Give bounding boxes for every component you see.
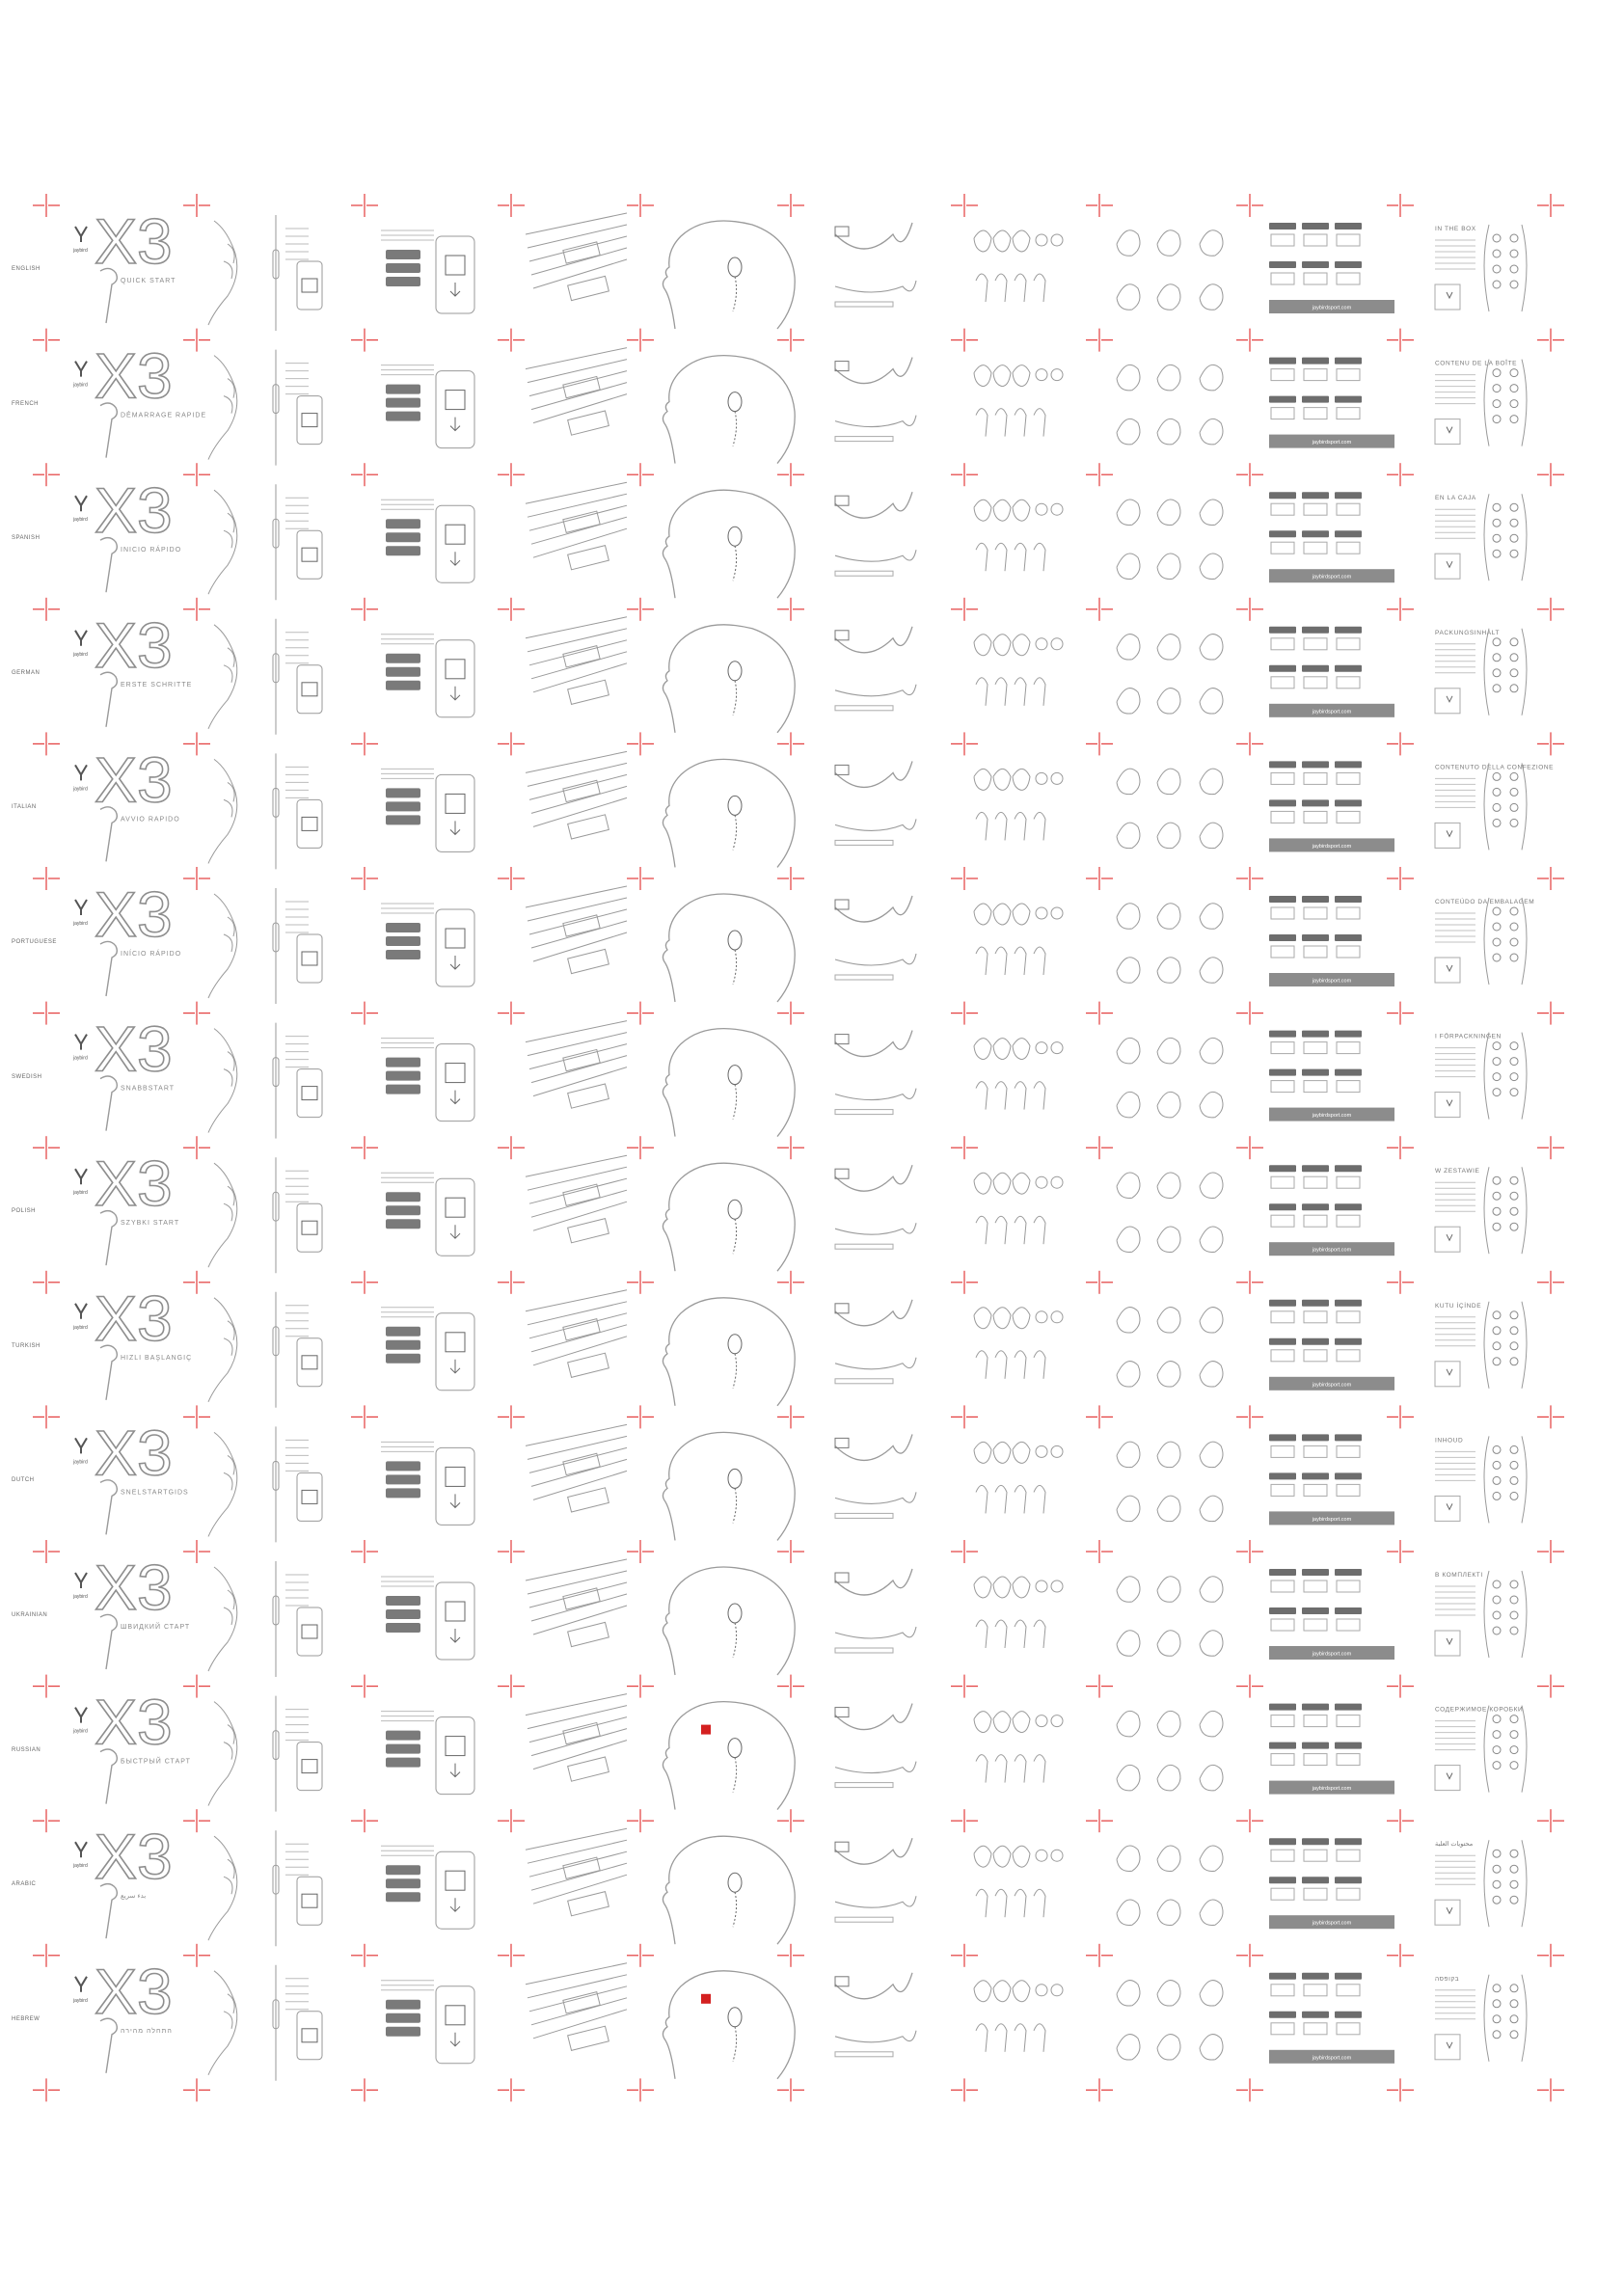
quick-start-title: SNELSTARTGIDS	[121, 1489, 189, 1497]
ear-fit-icon	[835, 761, 916, 845]
app-store-panel	[381, 1442, 474, 1525]
brand-text: jaybird	[73, 1055, 88, 1062]
row-language-label: POLISH	[12, 1208, 37, 1215]
hand-remote-icon	[208, 215, 309, 331]
head-profile-icon	[663, 1702, 795, 1810]
app-store-panel	[381, 1308, 474, 1391]
jaybird-logo-icon	[75, 1977, 87, 1992]
phone-app-icon	[297, 934, 322, 983]
ear-fit-icon	[835, 1300, 916, 1384]
app-store-panel	[381, 500, 474, 582]
brand-text: jaybird	[73, 1190, 88, 1197]
website-text: jaybirdsport.com	[1312, 709, 1352, 716]
phone-app-icon	[297, 396, 322, 445]
quick-start-title: БЫСТРЫЙ СТАРТ	[121, 1758, 191, 1766]
highlight-marker	[701, 1725, 711, 1735]
row-panels	[72, 1417, 1527, 1542]
in-the-box-heading: PACKUNGSINHALT	[1435, 629, 1501, 636]
product-wordmark: X3	[95, 1686, 173, 1758]
product-wordmark: X3	[95, 608, 173, 681]
website-text: jaybirdsport.com	[1312, 1247, 1352, 1254]
quick-start-title: INÍCIO RÁPIDO	[121, 951, 182, 958]
phone-app-icon	[297, 799, 322, 848]
box-contents-panel	[1435, 225, 1527, 311]
box-contents-panel	[1435, 1167, 1527, 1254]
hand-remote-icon	[208, 1426, 309, 1542]
fin-options-icon	[1117, 769, 1223, 848]
in-the-box-heading: CONTENUTO DELLA CONFEZIONE	[1435, 764, 1555, 771]
in-the-box-heading: EN LA CAJA	[1435, 495, 1476, 502]
jaybird-logo-icon	[75, 1438, 87, 1453]
charging-cradle-icon	[526, 213, 627, 301]
hand-remote-icon	[208, 619, 309, 735]
charging-cradle-icon	[526, 1963, 627, 2051]
ear-fit-icon	[835, 1973, 916, 2057]
button-guide-panel	[1269, 492, 1362, 554]
in-the-box-heading: محتويات العلبة	[1435, 1841, 1474, 1849]
website-text: jaybirdsport.com	[1312, 2055, 1352, 2062]
fin-options-icon	[1117, 1442, 1223, 1521]
fin-options-icon	[1117, 1038, 1223, 1117]
hand-remote-icon	[208, 888, 309, 1004]
box-contents-panel	[1435, 1436, 1527, 1523]
hand-remote-icon	[208, 1561, 309, 1677]
head-profile-icon	[663, 894, 795, 1002]
hand-remote-icon	[208, 1023, 309, 1139]
hand-remote-icon	[208, 1292, 309, 1408]
ear-fit-icon	[835, 1569, 916, 1653]
button-guide-panel	[1269, 1300, 1362, 1362]
fin-options-icon	[1117, 1173, 1223, 1252]
phone-app-icon	[297, 1069, 322, 1118]
head-profile-icon	[663, 490, 795, 598]
in-the-box-heading: בקופסה	[1435, 1975, 1460, 1983]
head-profile-icon	[663, 1298, 795, 1406]
hand-remote-icon	[208, 1830, 309, 1946]
button-guide-panel	[1269, 1165, 1362, 1227]
website-text: jaybirdsport.com	[1312, 1113, 1352, 1120]
head-profile-icon	[663, 1029, 795, 1137]
ear-tips-icon	[974, 635, 1063, 706]
app-store-panel	[381, 1577, 474, 1660]
quick-start-title: SNABBSTART	[121, 1085, 176, 1093]
charging-cradle-icon	[526, 1424, 627, 1512]
hand-remote-icon	[208, 1696, 309, 1812]
charging-cradle-icon	[526, 1559, 627, 1647]
in-the-box-heading: В КОМПЛЕКТІ	[1435, 1572, 1483, 1579]
fin-options-icon	[1117, 635, 1223, 714]
jaybird-logo-icon	[75, 1304, 87, 1319]
ear-fit-icon	[835, 1704, 916, 1788]
row-panels	[72, 609, 1527, 735]
brand-text: jaybird	[73, 517, 88, 524]
head-profile-icon	[663, 1836, 795, 1944]
in-the-box-heading: IN THE BOX	[1435, 226, 1476, 232]
row-panels	[72, 1687, 1527, 1812]
phone-app-icon	[297, 1203, 322, 1252]
product-wordmark: X3	[95, 1417, 173, 1489]
brand-text: jaybird	[73, 1863, 88, 1870]
in-the-box-heading: CONTENU DE LA BOÎTE	[1435, 360, 1518, 367]
website-text: jaybirdsport.com	[1312, 1382, 1352, 1389]
row-panels	[72, 1552, 1527, 1677]
quick-start-title: ШВИДКИЙ СТАРТ	[121, 1624, 191, 1631]
charging-cradle-icon	[526, 617, 627, 705]
brand-text: jaybird	[73, 1459, 88, 1466]
highlight-marker	[701, 1994, 711, 2004]
ear-tips-icon	[974, 1173, 1063, 1244]
row-language-label: SPANISH	[12, 535, 41, 542]
row-language-label: HEBREW	[12, 2015, 41, 2022]
product-wordmark: X3	[95, 743, 173, 816]
button-guide-panel	[1269, 761, 1362, 823]
jaybird-logo-icon	[75, 1708, 87, 1723]
ear-fit-icon	[835, 492, 916, 576]
in-the-box-heading: INHOUD	[1435, 1437, 1464, 1445]
phone-app-icon	[297, 530, 322, 579]
fin-options-icon	[1117, 1308, 1223, 1387]
ear-fit-icon	[835, 896, 916, 980]
quick-start-title: HIZLI BAŞLANGIÇ	[121, 1354, 193, 1362]
row-panels	[72, 1821, 1527, 1946]
row-language-label: TURKISH	[12, 1342, 41, 1349]
head-profile-icon	[663, 1432, 795, 1540]
phone-app-icon	[297, 1472, 322, 1521]
fin-options-icon	[1117, 904, 1223, 983]
brand-text: jaybird	[73, 651, 88, 658]
product-wordmark: X3	[95, 1282, 173, 1354]
jaybird-logo-icon	[75, 1035, 87, 1050]
charging-cradle-icon	[526, 348, 627, 436]
row-language-label: PORTUGUESE	[12, 939, 57, 945]
fin-options-icon	[1117, 500, 1223, 579]
quick-start-title: AVVIO RAPIDO	[121, 816, 180, 824]
ear-tips-icon	[974, 1577, 1063, 1648]
brand-text: jaybird	[73, 248, 88, 254]
product-wordmark: X3	[95, 474, 173, 547]
app-store-panel	[381, 1039, 474, 1121]
product-wordmark: X3	[95, 878, 173, 950]
brand-text: jaybird	[73, 1728, 88, 1735]
quick-start-title: SZYBKI START	[121, 1220, 180, 1228]
fin-options-icon	[1117, 230, 1223, 310]
in-the-box-heading: СОДЕРЖИМОЕ КОРОБКИ	[1435, 1706, 1524, 1714]
jaybird-logo-icon	[75, 900, 87, 915]
box-contents-panel	[1435, 898, 1527, 985]
row-language-label: RUSSIAN	[12, 1746, 41, 1753]
head-profile-icon	[663, 221, 795, 329]
app-store-panel	[381, 769, 474, 851]
app-store-panel	[381, 1846, 474, 1929]
jaybird-logo-icon	[75, 765, 87, 780]
box-contents-panel	[1435, 629, 1527, 716]
charging-cradle-icon	[526, 482, 627, 570]
row-language-label: ARABIC	[12, 1881, 37, 1888]
phone-app-icon	[297, 261, 322, 310]
in-the-box-heading: CONTEÚDO DA EMBALAGEM	[1435, 899, 1535, 905]
ear-fit-icon	[835, 358, 916, 442]
website-text: jaybirdsport.com	[1312, 305, 1352, 311]
app-store-panel	[381, 230, 474, 313]
button-guide-panel	[1269, 896, 1362, 958]
website-text: jaybirdsport.com	[1312, 843, 1352, 850]
quick-start-title: INICIO RÁPIDO	[121, 547, 182, 554]
product-wordmark: X3	[95, 1821, 173, 1893]
brand-text: jaybird	[73, 1324, 88, 1331]
app-store-panel	[381, 904, 474, 986]
brand-text: jaybird	[73, 382, 88, 389]
product-wordmark: X3	[95, 339, 173, 412]
button-guide-panel	[1269, 1973, 1362, 2035]
website-text: jaybirdsport.com	[1312, 1651, 1352, 1658]
ear-fit-icon	[835, 1165, 916, 1249]
charging-cradle-icon	[526, 751, 627, 839]
row-panels	[72, 474, 1527, 600]
hand-remote-icon	[208, 350, 309, 466]
button-guide-panel	[1269, 1838, 1362, 1900]
fin-options-icon	[1117, 1846, 1223, 1925]
head-profile-icon	[663, 1971, 795, 2079]
box-contents-panel	[1435, 1302, 1527, 1389]
row-language-label: ITALIAN	[12, 804, 37, 811]
ear-fit-icon	[835, 1434, 916, 1518]
phone-app-icon	[297, 1877, 322, 1925]
quick-start-title: התחלה מהירה	[121, 2027, 173, 2035]
quick-start-title: ERSTE SCHRITTE	[121, 681, 193, 689]
row-panels	[72, 340, 1527, 466]
ear-fit-icon	[835, 1838, 916, 1922]
row-panels	[72, 1956, 1527, 2081]
box-contents-panel	[1435, 1706, 1527, 1793]
product-wordmark: X3	[95, 205, 173, 277]
quick-start-title: QUICK START	[121, 278, 176, 284]
brand-text: jaybird	[73, 1594, 88, 1600]
fin-options-icon	[1117, 1981, 1223, 2060]
row-panels	[72, 743, 1554, 869]
jaybird-logo-icon	[75, 1842, 87, 1857]
box-contents-panel	[1435, 360, 1527, 446]
product-wordmark: X3	[95, 1955, 173, 2027]
jaybird-logo-icon	[75, 1169, 87, 1184]
box-contents-panel	[1435, 763, 1527, 850]
button-guide-panel	[1269, 1704, 1362, 1766]
product-wordmark: X3	[95, 1148, 173, 1220]
ear-fit-icon	[835, 627, 916, 711]
website-text: jaybirdsport.com	[1312, 978, 1352, 985]
app-store-panel	[381, 365, 474, 448]
phone-app-icon	[297, 1607, 322, 1656]
brand-text: jaybird	[73, 1997, 88, 2004]
in-the-box-heading: I FÖRPACKNINGEN	[1435, 1033, 1502, 1040]
charging-cradle-icon	[526, 1155, 627, 1243]
head-profile-icon	[663, 356, 795, 464]
charging-cradle-icon	[526, 1828, 627, 1916]
button-guide-panel	[1269, 223, 1362, 284]
head-profile-icon	[663, 625, 795, 733]
ear-tips-icon	[974, 1846, 1063, 1917]
row-language-label: FRENCH	[12, 400, 39, 407]
website-text: jaybirdsport.com	[1312, 574, 1352, 581]
charging-cradle-icon	[526, 886, 627, 974]
brand-text: jaybird	[73, 786, 88, 793]
ear-tips-icon	[974, 769, 1063, 840]
ear-tips-icon	[974, 230, 1063, 302]
website-text: jaybirdsport.com	[1312, 1920, 1352, 1927]
button-guide-panel	[1269, 1434, 1362, 1496]
brand-text: jaybird	[73, 921, 88, 927]
app-store-panel	[381, 1712, 474, 1795]
app-store-panel	[381, 635, 474, 717]
button-guide-panel	[1269, 627, 1362, 689]
jaybird-logo-icon	[75, 631, 87, 646]
ear-tips-icon	[974, 1442, 1063, 1513]
quick-start-title: بدء سريع	[121, 1893, 147, 1901]
charging-cradle-icon	[526, 1021, 627, 1109]
ear-tips-icon	[974, 1712, 1063, 1783]
head-profile-icon	[663, 1163, 795, 1271]
app-store-panel	[381, 1173, 474, 1256]
ear-fit-icon	[835, 223, 916, 307]
phone-app-icon	[297, 1742, 322, 1791]
fin-options-icon	[1117, 1577, 1223, 1656]
jaybird-logo-icon	[75, 1573, 87, 1588]
button-guide-panel	[1269, 1569, 1362, 1631]
ear-tips-icon	[974, 500, 1063, 571]
in-the-box-heading: KUTU İÇİNDE	[1435, 1302, 1482, 1310]
ear-tips-icon	[974, 1308, 1063, 1379]
ear-tips-icon	[974, 365, 1063, 437]
fin-options-icon	[1117, 365, 1223, 444]
row-panels	[72, 1283, 1527, 1408]
hand-remote-icon	[208, 484, 309, 600]
charging-cradle-icon	[526, 1694, 627, 1782]
product-wordmark: X3	[95, 1552, 173, 1623]
in-the-box-heading: W ZESTAWIE	[1435, 1168, 1480, 1175]
website-text: jaybirdsport.com	[1312, 440, 1352, 446]
row-language-label: GERMAN	[12, 669, 41, 676]
box-contents-panel	[1435, 494, 1527, 581]
ear-tips-icon	[974, 1981, 1063, 2052]
box-contents-panel	[1435, 1033, 1527, 1120]
phone-app-icon	[297, 2012, 322, 2060]
jaybird-logo-icon	[75, 496, 87, 511]
phone-app-icon	[297, 1338, 322, 1387]
row-language-label: SWEDISH	[12, 1073, 42, 1080]
row-language-label: DUTCH	[12, 1477, 35, 1484]
row-language-label: ENGLISH	[12, 266, 41, 272]
hand-remote-icon	[208, 753, 309, 869]
hand-remote-icon	[208, 1965, 309, 2081]
box-contents-panel	[1435, 1840, 1527, 1927]
fin-options-icon	[1117, 1711, 1223, 1790]
head-profile-icon	[663, 759, 795, 867]
button-guide-panel	[1269, 358, 1362, 419]
website-text: jaybirdsport.com	[1312, 1516, 1352, 1523]
jaybird-logo-icon	[75, 362, 87, 377]
quick-start-title: DÉMARRAGE RAPIDE	[121, 412, 207, 419]
button-guide-panel	[1269, 1031, 1362, 1093]
jaybird-logo-icon	[75, 227, 87, 242]
row-panels	[72, 205, 1527, 331]
charging-cradle-icon	[526, 1290, 627, 1378]
ear-tips-icon	[974, 904, 1063, 975]
ear-tips-icon	[974, 1039, 1063, 1110]
row-language-label: UKRAINIAN	[12, 1612, 48, 1618]
row-panels	[72, 1013, 1527, 1139]
product-wordmark: X3	[95, 1013, 173, 1085]
row-panels	[72, 1148, 1527, 1273]
box-contents-panel	[1435, 1571, 1527, 1658]
head-profile-icon	[663, 1567, 795, 1675]
website-text: jaybirdsport.com	[1312, 1786, 1352, 1793]
row-panels	[72, 878, 1534, 1004]
phone-app-icon	[297, 665, 322, 714]
box-contents-panel	[1435, 1975, 1527, 2062]
hand-remote-icon	[208, 1157, 309, 1273]
app-store-panel	[381, 1981, 474, 2064]
ear-fit-icon	[835, 1031, 916, 1115]
